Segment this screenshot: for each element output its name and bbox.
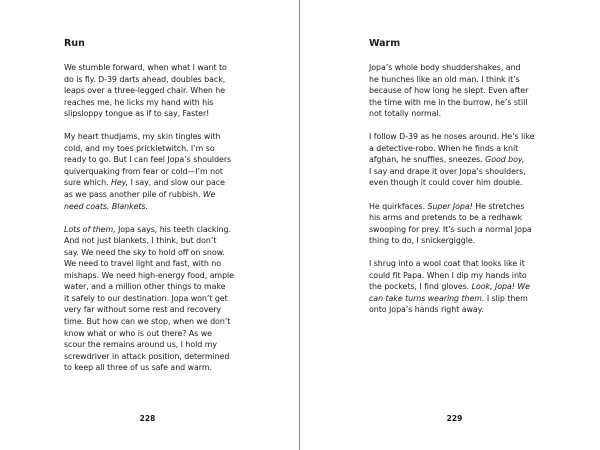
text-line bbox=[64, 339, 246, 351]
text-segment: screwdriver in attack position, determined bbox=[64, 351, 230, 361]
text-segment: not totally normal. bbox=[369, 109, 442, 119]
text-line bbox=[64, 74, 246, 86]
text-line bbox=[64, 224, 246, 236]
text-segment: We stumble forward, when what I want to bbox=[64, 63, 227, 72]
text-line bbox=[369, 212, 551, 224]
text-segment: slipsloppy tongue as if to say, Faster! bbox=[64, 109, 210, 119]
text-segment: And not just blankets, I think, but don’t bbox=[64, 236, 217, 246]
text-segment: He stretches bbox=[472, 201, 525, 211]
text-segment: afghan, he snuffles, sneezes. bbox=[369, 155, 486, 165]
text-segment: even though it could cover him double. bbox=[369, 178, 523, 188]
italic-text: Hey, bbox=[110, 178, 129, 188]
text-line bbox=[64, 177, 246, 189]
text-line bbox=[64, 62, 246, 74]
text-line bbox=[64, 293, 246, 305]
page-number: 229 bbox=[446, 414, 463, 423]
text-line bbox=[369, 85, 551, 97]
text-segment: to keep all three of us safe and warm. bbox=[64, 363, 212, 373]
text-line bbox=[369, 131, 551, 143]
text-line bbox=[64, 131, 246, 143]
text-line bbox=[369, 281, 551, 293]
text-line bbox=[369, 304, 551, 316]
text-segment: My heart thudjams, my skin tingles with bbox=[64, 132, 221, 142]
text-line bbox=[64, 154, 246, 166]
text-segment: scour the remains around us, I hold my bbox=[64, 340, 217, 350]
text-segment: I shrug into a wool coat that looks like it bbox=[369, 259, 525, 269]
text-line bbox=[369, 108, 551, 120]
body-text bbox=[369, 62, 551, 328]
text-segment: know what or who is out there? As we bbox=[64, 328, 212, 338]
text-line bbox=[64, 189, 246, 201]
text-segment: because of how long he slept. Even after bbox=[369, 86, 529, 96]
text-line bbox=[64, 97, 246, 109]
text-segment: the pockets, I find gloves. bbox=[369, 282, 472, 292]
text-segment: ready to go. But I can feel Jopa’s shoulders bbox=[64, 155, 232, 165]
text-segment: reaches me, he licks my hand with his bbox=[64, 97, 214, 107]
text-segment: mishaps. We need high-energy food, ample bbox=[64, 270, 234, 280]
chapter-title: Warm bbox=[369, 38, 401, 49]
text-segment: very far without some rest and recovery bbox=[64, 305, 222, 315]
text-segment: say. We need the sky to hold off on snow. bbox=[64, 247, 225, 257]
text-line bbox=[369, 143, 551, 155]
text-line bbox=[369, 177, 551, 189]
italic-text: need coats. Blankets. bbox=[64, 201, 148, 211]
text-line bbox=[64, 247, 246, 259]
text-line bbox=[64, 304, 246, 316]
text-segment: Jopa says, his teeth clacking. bbox=[115, 224, 231, 234]
text-line bbox=[369, 97, 551, 109]
text-line bbox=[64, 351, 246, 363]
text-line bbox=[64, 166, 246, 178]
text-line bbox=[64, 143, 246, 155]
text-line bbox=[369, 74, 551, 86]
text-line bbox=[64, 328, 246, 340]
body-text bbox=[64, 62, 246, 385]
text-line bbox=[64, 316, 246, 328]
italic-text: Super Jopa! bbox=[427, 201, 473, 211]
text-segment: a detective-robo. When he finds a knit bbox=[369, 143, 519, 153]
text-line bbox=[64, 258, 246, 270]
text-line bbox=[64, 270, 246, 282]
text-line bbox=[369, 224, 551, 236]
text-segment: swooping for prey. It’s such a normal Jopa bbox=[369, 224, 532, 234]
text-segment: leaps over a three-legged chair. When he bbox=[64, 86, 226, 96]
text-segment: it safely to our destination. Jopa won’t get bbox=[64, 293, 228, 303]
text-segment: the time with me in the burrow, he’s still bbox=[369, 97, 528, 107]
text-segment: as we pass another pile of rubbish. bbox=[64, 190, 203, 200]
text-line bbox=[369, 62, 551, 74]
text-line bbox=[64, 235, 246, 247]
text-segment: time. But how can we stop, when we don’t bbox=[64, 317, 231, 327]
text-segment: sure which. bbox=[64, 178, 111, 188]
text-segment: We need to travel light and fast, with no bbox=[64, 259, 221, 269]
text-segment: I follow D-39 as he noses around. He’s like bbox=[369, 132, 535, 142]
text-segment: do is fly. D-39 darts ahead, doubles back, bbox=[64, 74, 226, 84]
text-segment: I slip them bbox=[484, 293, 528, 303]
text-segment: I say, and slow our pace bbox=[128, 178, 225, 188]
text-segment: cold, and my toes prickletwitch. I’m so bbox=[64, 143, 215, 153]
text-line bbox=[369, 258, 551, 270]
italic-text: Look, Jopa! We bbox=[471, 282, 530, 292]
text-segment: could fit Papa. When I dip my hands into bbox=[369, 270, 527, 280]
text-segment: water, and a million other things to make bbox=[64, 282, 226, 292]
text-line bbox=[369, 154, 551, 166]
text-line bbox=[64, 85, 246, 97]
text-segment: he hunches like an old man. I think it’s bbox=[369, 74, 520, 84]
text-segment: I say and drape it over Jopa’s shoulders, bbox=[369, 166, 526, 176]
paragraph bbox=[64, 131, 246, 212]
paragraph bbox=[369, 258, 551, 316]
text-segment: onto Jopa’s hands right away. bbox=[369, 305, 484, 315]
chapter-title: Run bbox=[64, 38, 85, 49]
text-segment: thing to do, I snickergiggle. bbox=[369, 236, 476, 246]
text-line bbox=[64, 281, 246, 293]
text-segment: quiverquaking from fear or cold—I’m not bbox=[64, 166, 223, 176]
italic-text: Lots of them, bbox=[64, 224, 116, 234]
text-line bbox=[369, 166, 551, 178]
text-line bbox=[64, 108, 246, 120]
text-segment: his arms and pretends to be a redhawk bbox=[369, 213, 523, 223]
text-line bbox=[369, 201, 551, 213]
page-number: 228 bbox=[139, 414, 156, 423]
left-page bbox=[0, 0, 299, 450]
text-line bbox=[369, 270, 551, 282]
text-line bbox=[64, 201, 246, 213]
book-gutter bbox=[299, 0, 300, 450]
text-line bbox=[369, 293, 551, 305]
paragraph bbox=[64, 62, 246, 120]
text-line bbox=[369, 235, 551, 247]
italic-text: can take turns wearing them. bbox=[369, 293, 485, 303]
right-page bbox=[301, 0, 600, 450]
paragraph bbox=[369, 62, 551, 120]
paragraph bbox=[369, 131, 551, 189]
italic-text: We bbox=[202, 190, 216, 200]
italic-text: Good boy, bbox=[485, 155, 525, 165]
text-segment: He quirkfaces. bbox=[369, 201, 428, 211]
text-segment: Jopa’s whole body shuddershakes, and bbox=[369, 63, 521, 72]
paragraph bbox=[369, 201, 551, 247]
paragraph bbox=[64, 224, 246, 374]
text-line bbox=[64, 362, 246, 374]
